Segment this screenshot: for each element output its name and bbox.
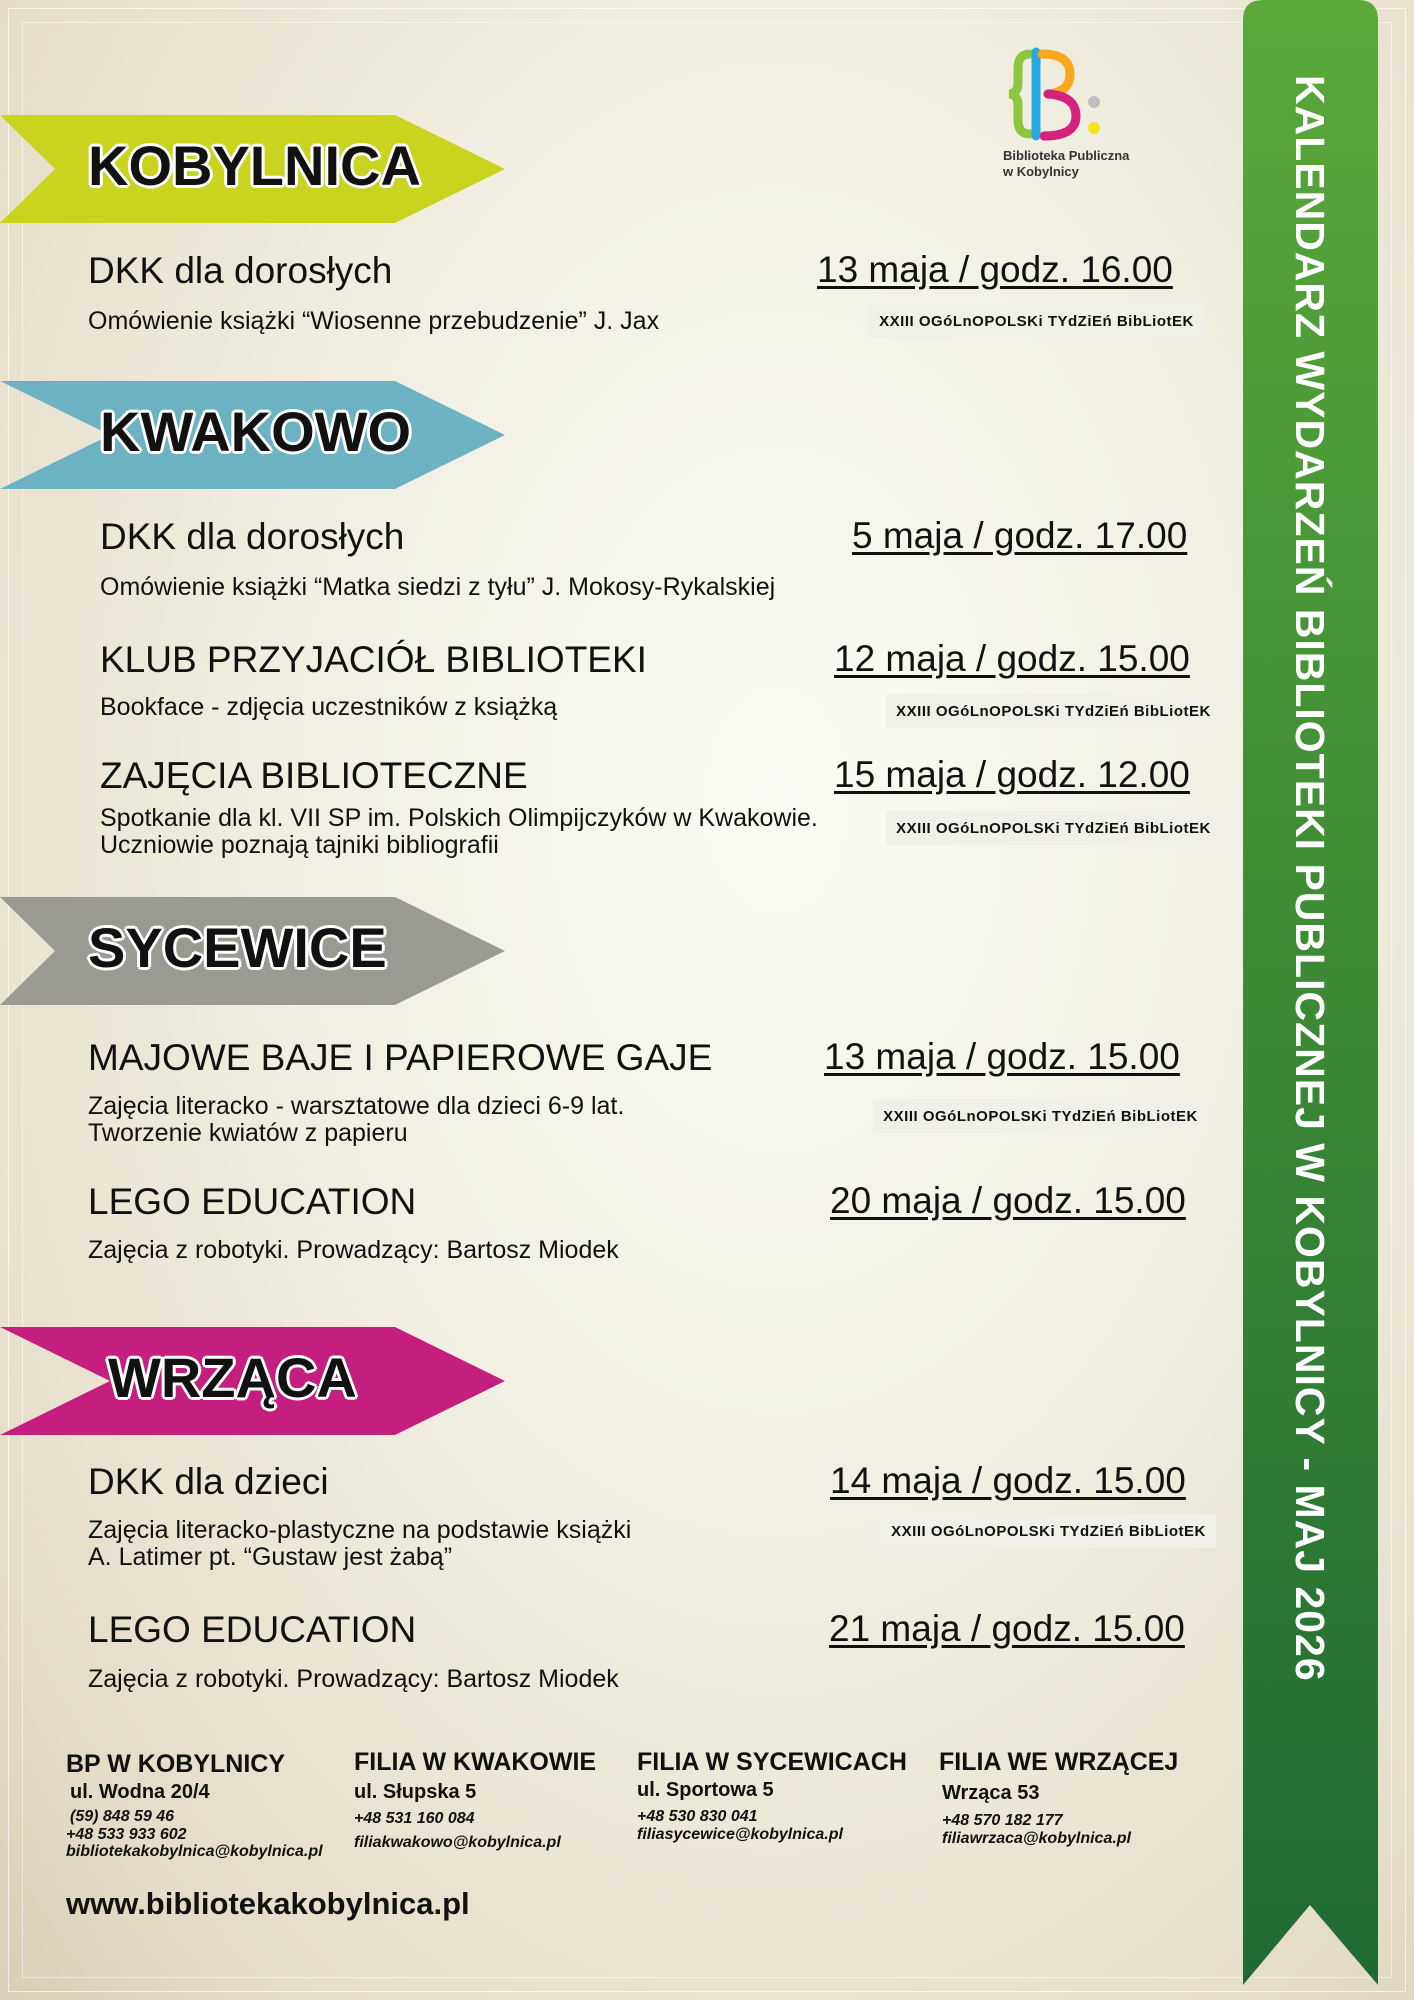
logo-subtitle: w Kobylnicy: [1003, 164, 1079, 179]
library-week-badge: XXIII OGóLnOPOLSKi TYdZiEń BibLiotEK: [873, 1099, 1208, 1133]
banner-sycewice: [0, 897, 505, 1005]
event-description: Bookface - zdjęcia uczestników z książką: [100, 693, 558, 721]
event-title: ZAJĘCIA BIBLIOTECZNE: [100, 755, 528, 796]
footer-phone: (59) 848 59 46: [70, 1808, 175, 1825]
event-description: Zajęcia z robotyki. Prowadzący: Bartosz Miodek: [88, 1665, 619, 1693]
location-label: KWAKOWO: [100, 400, 412, 463]
footer-address: ul. Wodna 20/4: [70, 1781, 210, 1803]
footer-email[interactable]: filiawrzaca@kobylnica.pl: [942, 1830, 1131, 1847]
event-date: 13 maja / godz. 15.00: [824, 1036, 1180, 1077]
banner-kobylnica: [0, 115, 505, 223]
location-label: SYCEWICE: [88, 916, 387, 979]
ribbon-title: KALENDARZ WYDARZEŃ BIBLIOTEKI PUBLICZNEJ W KOBYLNICY - MAJ 2026: [1287, 75, 1333, 1682]
footer-address: Wrząca 53: [942, 1782, 1040, 1804]
library-week-badge: XXIII OGóLnOPOLSKi TYdZiEń BibLiotEK: [881, 1514, 1216, 1548]
event-title: LEGO EDUCATION: [88, 1609, 417, 1650]
event-date: 21 maja / godz. 15.00: [829, 1608, 1185, 1649]
event-description: Zajęcia literacko - warsztatowe dla dzieci 6-9 lat.: [88, 1092, 625, 1120]
logo-caption: [1003, 148, 1129, 180]
event-description: Tworzenie kwiatów z papieru: [88, 1119, 408, 1147]
footer-phone: +48 533 933 602: [66, 1826, 187, 1843]
footer-branch-name: FILIA W KWAKOWIE: [354, 1748, 597, 1776]
event-description: Zajęcia z robotyki. Prowadzący: Bartosz Miodek: [88, 1236, 619, 1264]
website-link[interactable]: www.bibliotekakobylnica.pl: [66, 1886, 470, 1921]
event-description: Zajęcia literacko-plastyczne na podstawie książki: [88, 1516, 632, 1544]
event-date: 20 maja / godz. 15.00: [830, 1180, 1186, 1221]
footer-address: ul. Sportowa 5: [637, 1779, 774, 1801]
event-description: Uczniowie poznają tajniki bibliografii: [100, 831, 499, 859]
library-week-badge: XXIII OGóLnOPOLSKi TYdZiEń BibLiotEK: [886, 811, 1221, 845]
banner-kwakowo: [0, 381, 505, 489]
event-title: MAJOWE BAJE I PAPIEROWE GAJE: [88, 1037, 713, 1078]
event-description: A. Latimer pt. “Gustaw jest żabą”: [88, 1543, 453, 1571]
banner-wrzaca: [0, 1327, 505, 1435]
event-date: 15 maja / godz. 12.00: [834, 754, 1190, 795]
footer-phone: +48 570 182 177: [942, 1812, 1063, 1829]
library-week-badge: XXIII OGóLnOPOLSKi TYdZiEń BibLiotEK: [886, 694, 1221, 728]
event-title: DKK dla dorosłych: [88, 250, 393, 291]
event-title: DKK dla dorosłych: [100, 516, 405, 557]
footer-branch-name: FILIA WE WRZĄCEJ: [939, 1748, 1179, 1776]
location-label: WRZĄCA: [108, 1346, 357, 1409]
footer-address: ul. Słupska 5: [354, 1781, 477, 1803]
event-title: LEGO EDUCATION: [88, 1181, 417, 1222]
footer-branch-name: BP W KOBYLNICY: [66, 1750, 285, 1778]
location-label: KOBYLNICA: [88, 134, 421, 197]
event-description: Omówienie książki “Matka siedzi z tyłu” J. Mokosy-Rykalskiej: [100, 573, 776, 601]
event-date: 13 maja / godz. 16.00: [817, 249, 1173, 290]
footer-email[interactable]: filiakwakowo@kobylnica.pl: [354, 1834, 561, 1851]
event-date: 14 maja / godz. 15.00: [830, 1460, 1186, 1501]
event-title: DKK dla dzieci: [88, 1461, 329, 1502]
event-date: 5 maja / godz. 17.00: [852, 515, 1188, 556]
footer-phone: +48 530 830 041: [637, 1808, 758, 1825]
footer-phone: +48 531 160 084: [354, 1810, 475, 1827]
event-description: Omówienie książki “Wiosenne przebudzenie” J. Jax: [88, 307, 660, 335]
event-description: Spotkanie dla kl. VII SP im. Polskich Olimpijczyków w Kwakowie.: [100, 804, 818, 832]
footer-email[interactable]: bibliotekakobylnica@kobylnica.pl: [66, 1843, 323, 1860]
logo-name: Biblioteka Publiczna: [1003, 148, 1130, 163]
library-week-badge: XXIII OGóLnOPOLSKi TYdZiEń BibLiotEK: [869, 304, 1204, 338]
footer-branch-name: FILIA W SYCEWICACH: [637, 1748, 907, 1776]
event-date: 12 maja / godz. 15.00: [834, 638, 1190, 679]
footer-email[interactable]: filiasycewice@kobylnica.pl: [637, 1826, 843, 1843]
event-title: KLUB PRZYJACIÓŁ BIBLIOTEKI: [100, 639, 647, 680]
